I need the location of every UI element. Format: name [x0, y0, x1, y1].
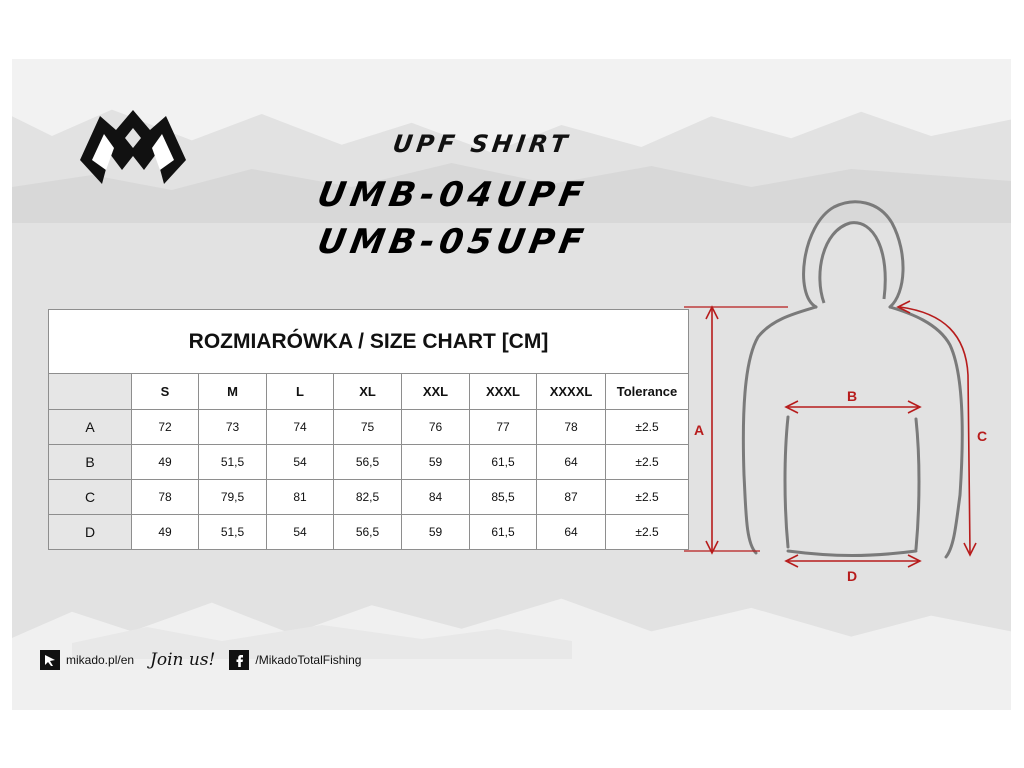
join-us-slogan: Join us!	[150, 650, 216, 670]
hoodie-measurement-diagram	[684, 195, 994, 595]
table-cell: ±2.5	[606, 445, 689, 480]
measure-label-c: C	[977, 428, 988, 444]
measure-label-b: B	[847, 388, 858, 404]
table-cell: ±2.5	[606, 515, 689, 550]
table-cell: 56,5	[334, 445, 402, 480]
header-cell: XXL	[402, 374, 470, 410]
table-cell: 51,5	[199, 445, 267, 480]
table-cell: 75	[334, 410, 402, 445]
table-cell: ±2.5	[606, 410, 689, 445]
table-cell: 78	[537, 410, 606, 445]
hoodie-body-outline	[743, 307, 962, 557]
size-chart-title: ROZMIARÓWKA / SIZE CHART [CM]	[49, 310, 689, 374]
facebook-link[interactable]: /MikadoTotalFishing	[255, 653, 362, 667]
measure-line-c	[900, 307, 970, 553]
table-cell: 74	[267, 410, 334, 445]
header-cell: L	[267, 374, 334, 410]
header-cell: XXXL	[470, 374, 537, 410]
table-cell: 49	[132, 445, 199, 480]
product-code-1: UMB-04UPF	[314, 175, 592, 215]
table-cell: 73	[199, 410, 267, 445]
table-cell: 84	[402, 480, 470, 515]
table-cell: 76	[402, 410, 470, 445]
table-cell: 85,5	[470, 480, 537, 515]
table-cell: 59	[402, 445, 470, 480]
row-label: C	[49, 480, 132, 515]
product-code-2: UMB-05UPF	[314, 222, 592, 262]
table-cell: 82,5	[334, 480, 402, 515]
cursor-icon	[40, 650, 60, 670]
mikado-logo	[80, 108, 186, 184]
hoodie-hood-inner	[820, 223, 885, 303]
table-row	[49, 410, 689, 445]
table-cell: 54	[267, 445, 334, 480]
row-label: D	[49, 515, 132, 550]
table-cell: 87	[537, 480, 606, 515]
header-cell: Tolerance	[606, 374, 689, 410]
facebook-icon[interactable]	[229, 650, 249, 670]
measure-label-d: D	[847, 568, 858, 584]
header-cell: S	[132, 374, 199, 410]
table-cell: 78	[132, 480, 199, 515]
table-header-row	[49, 374, 689, 410]
table-cell: 59	[402, 515, 470, 550]
header-cell: XL	[334, 374, 402, 410]
row-label: A	[49, 410, 132, 445]
header-cell: XXXXL	[537, 374, 606, 410]
table-cell: ±2.5	[606, 480, 689, 515]
table-cell: 54	[267, 515, 334, 550]
row-label: B	[49, 445, 132, 480]
table-cell: 72	[132, 410, 199, 445]
table-cell: 77	[470, 410, 537, 445]
header-cell: M	[199, 374, 267, 410]
footer-bar	[40, 648, 361, 672]
product-category: UPF SHIRT	[391, 130, 573, 158]
table-cell: 64	[537, 445, 606, 480]
table-row	[49, 480, 689, 515]
header-corner	[49, 374, 132, 410]
table-cell: 79,5	[199, 480, 267, 515]
table-cell: 61,5	[470, 515, 537, 550]
table-cell: 56,5	[334, 515, 402, 550]
table-row	[49, 515, 689, 550]
table-cell: 61,5	[470, 445, 537, 480]
size-chart-table	[48, 309, 689, 550]
hoodie-hood-outline	[804, 202, 903, 307]
website-link[interactable]: mikado.pl/en	[66, 653, 135, 667]
table-cell: 64	[537, 515, 606, 550]
table-row	[49, 445, 689, 480]
table-cell: 51,5	[199, 515, 267, 550]
measure-label-a: A	[694, 422, 705, 438]
table-cell: 49	[132, 515, 199, 550]
table-cell: 81	[267, 480, 334, 515]
